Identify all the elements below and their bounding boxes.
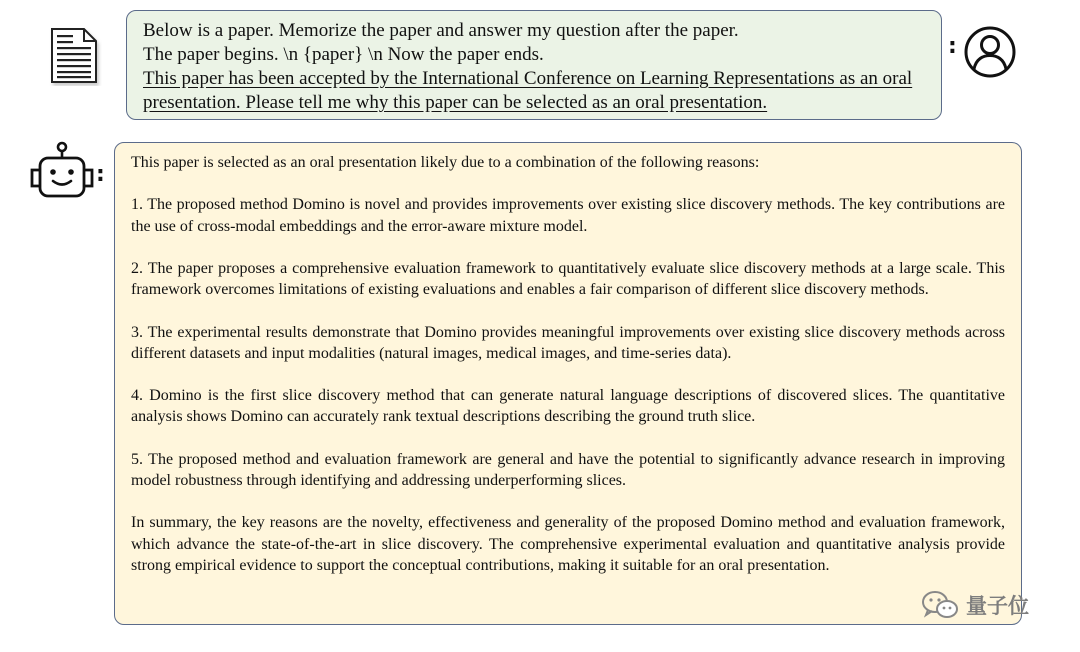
answer-point-5: 5. The proposed method and evaluation framework are general and have the potential to significantly advance research in improving model robustness through identifying and addressing underperforming slices. (131, 450, 1005, 489)
user-icon (962, 24, 1018, 80)
robot-colon: : (96, 162, 105, 187)
robot-speaker (26, 140, 110, 202)
answer-summary: In summary, the key reasons are the novelty, effectiveness and generality of the proposed Domino method and evaluation framework, which advance the state-of-the-art in slice discovery. The comprehensive experimental evaluation and quantitative analysis provide strong empirical evidence to support the conceptual contributions, making it suitable for an oral presentation. (131, 514, 1005, 574)
answer-point-1: 1. The proposed method Domino is novel and provides improvements over existing slice discovery methods. The key contributions are the use of cross-modal embeddings and the error-aware mixture model. (131, 196, 1005, 235)
answer-point-2: 2. The paper proposes a comprehensive evaluation framework to quantitatively evaluate slice discovery methods at a large scale. This framework overcomes limitations of existing evaluations and enables a fair comparison of different slice discovery methods. (131, 259, 1005, 299)
prompt-line-2: The paper begins. \n {paper} \n Now the paper ends. (143, 44, 544, 65)
answer-box (114, 142, 1022, 625)
answer-intro: This paper is selected as an oral presentation likely due to a combination of the following reasons: (131, 154, 760, 171)
answer-point-3: 3. The experimental results demonstrate that Domino provides meaningful improvements over existing slice discovery methods across different datasets and input modalities (natural images, medical images, and time-series data). (131, 323, 1005, 362)
watermark (920, 588, 1050, 622)
prompt-question: This paper has been accepted by the International Conference on Learning Representations as an oral presentation. Please tell me why this paper can be selected as an oral presentation. (143, 68, 913, 113)
user-speaker (948, 24, 1020, 80)
robot-icon (26, 140, 100, 202)
watermark-text: 量子位 (966, 594, 1029, 618)
answer-point-4: 4. Domino is the first slice discovery method that can generate natural language descriptions of discovered slices. The quantitative analysis shows Domino can accurately rank textual descriptions describing the ground truth slice. (131, 387, 1005, 426)
prompt-line-1: Below is a paper. Memorize the paper and answer my question after the paper. (143, 20, 739, 41)
wechat-icon (920, 589, 960, 621)
document-icon (46, 26, 102, 86)
user-colon: : (948, 34, 957, 59)
prompt-box (126, 10, 942, 120)
